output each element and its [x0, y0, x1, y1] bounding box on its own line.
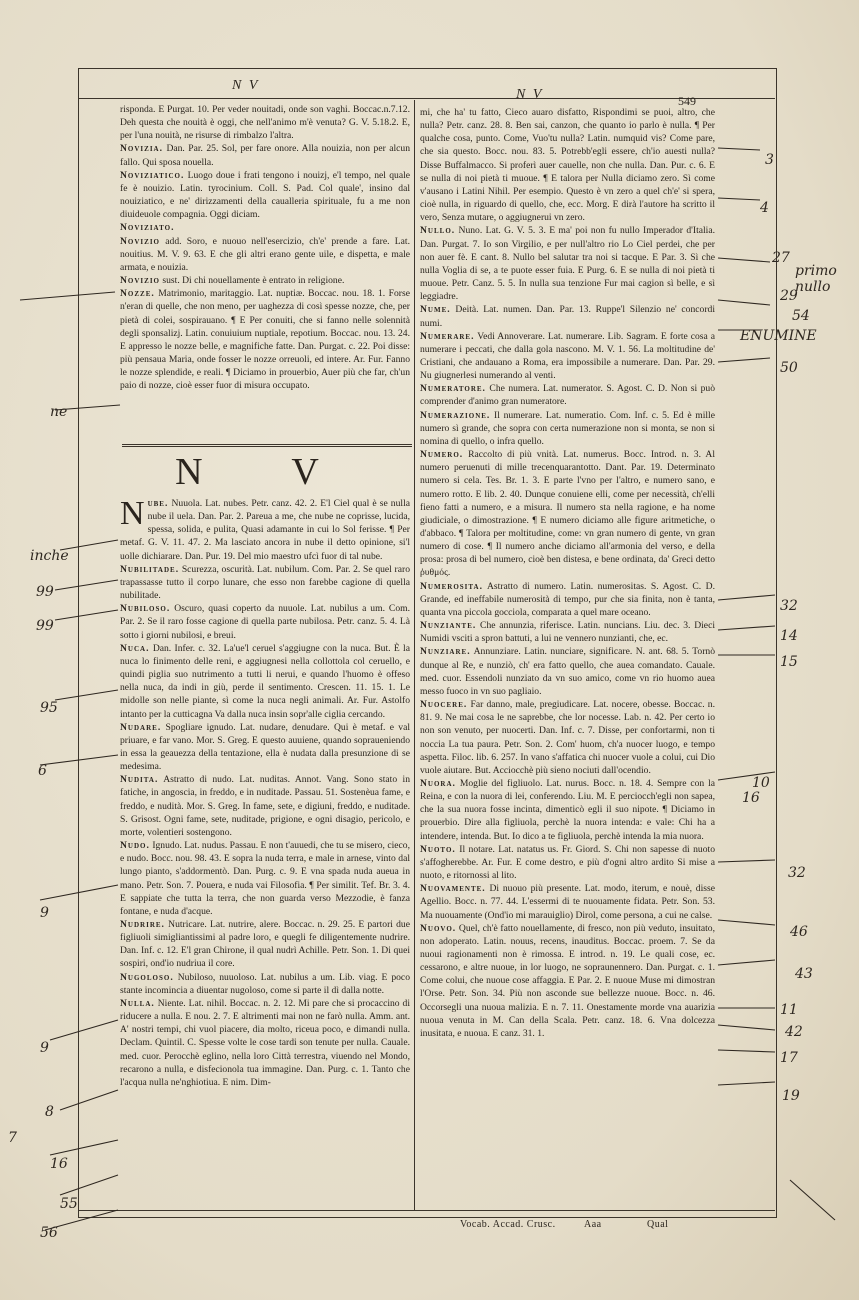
margin-note: 9 — [40, 905, 49, 921]
running-head-right: N V — [516, 87, 544, 102]
margin-note: 55 — [60, 1196, 78, 1212]
entry-headword: Noviziatico. — [120, 169, 185, 181]
margin-stroke — [718, 1050, 775, 1052]
entry-text: add. Soro, e nuouo nell'esercizio, ch'e' prende a fare. Lat. nouitius. M. V. 9. 63. E che gli altri erano gente uile, e dispetta, e male armata, e nouizia. — [120, 235, 410, 273]
margin-stroke — [40, 755, 118, 765]
entry-headword: Nunziare. — [420, 646, 471, 658]
entry-headword: Nuoto. — [420, 843, 456, 855]
entry-headword: Nuora. — [420, 777, 456, 789]
entry-headword: Nudrire. — [120, 919, 165, 930]
margin-note: 15 — [780, 654, 798, 670]
entry-headword: Nudita. — [120, 774, 159, 786]
margin-stroke — [718, 258, 770, 262]
entry-headword: Nugoloso. — [120, 971, 174, 983]
margin-note: 10 — [752, 775, 770, 791]
margin-note: 6 — [38, 763, 47, 779]
entry-text: Far danno, male, pregiudicare. Lat. nocere, obesse. Boccac. n. 81. 9. Ne mai cosa le ne saprebbe, che lor nocesse. Lab. n. 42. Per certo io non son venuto, per nuocerti. Dan. Inf. c. 7. Disse, per confortarmi, non ti noccia La tua paura. Petr. Son. 2. Com' huom, ch'a nuocer luogo, e tempo aspetta. Filoc. lib. 6. 257. In vano s'affatica chi nuocer vuole a colui, cui Dio vuole aiutare. But. Acciocchè più sieno nociuti dall'ocendio. — [420, 699, 715, 776]
entry-text: Che annunzia, riferisce. Latin. nuncians. Liu. dec. 3. Dieci Numidi vsciti a spron battuti, a lui ne vennero nunzianti, che, ec. — [420, 620, 715, 645]
entry-text: Spogliare ignudo. Lat. nudare, denudare. Qui è metaf. e val priuare, e far vano. Mor. S. Greg. E questo auuiene, quando sopraueniendo in essa la geauezza della tentazione, ella è nudata dalla presunzione di se medesima. — [120, 721, 410, 773]
margin-note: 16 — [50, 1156, 68, 1172]
margin-stroke — [718, 1025, 775, 1030]
margin-note: 19 — [782, 1088, 800, 1104]
margin-note: 4 — [760, 200, 769, 216]
margin-note: 43 — [795, 966, 813, 982]
entry-headword: Nuovamente. — [420, 883, 486, 895]
margin-stroke — [60, 540, 118, 550]
entry-headword: Numero. — [420, 449, 464, 461]
margin-stroke — [55, 690, 118, 700]
entry-text: Nutricare. Lat. nutrire, alere. Boccac. n. 29. 25. E partori due figliuoli simigliantissimi al padre loro, e quegli fe diligentemente nudrire. Dan. Inf. c. 12. E'l gran Chirone, il qual nudrì Achille. Petr. Son. 1. Di quei sospiri, ond'io nudriua il core. — [120, 919, 410, 970]
margin-note: 27 — [772, 250, 790, 266]
margin-stroke — [718, 772, 775, 780]
drop-cap: N — [120, 497, 145, 532]
margin-stroke — [718, 860, 775, 862]
margin-stroke — [50, 1140, 118, 1155]
entry-headword: Numerazione. — [420, 409, 491, 421]
margin-note: 50 — [780, 360, 798, 376]
margin-stroke — [718, 300, 770, 305]
margin-stroke — [718, 626, 775, 630]
entry-headword: Numeratore. — [420, 383, 486, 395]
margin-stroke — [718, 960, 775, 965]
margin-stroke — [718, 148, 760, 150]
entry-headword: Nume. — [420, 304, 451, 316]
entry-text: Scurezza, oscurità. Lat. nubilum. Com. Par. 2. Se quel raro trapassasse tutto il corpo lunare, che esso non farebbe cagione di quella nubilitade. — [120, 563, 410, 602]
margin-stroke — [55, 610, 118, 620]
entry-headword: Nudare. — [120, 721, 162, 733]
margin-note: 99 — [36, 618, 54, 634]
running-head-left: N V — [232, 78, 260, 93]
entry-text: Deità. Lat. numen. Dan. Par. 13. Ruppe'l Silenzio ne' concordi numi. — [420, 304, 715, 329]
margin-note: 56 — [40, 1225, 58, 1241]
entry-text: Annunziare. Latin. nunciare, significare. N. ant. 68. 5. Tornò dunque al Re, e nunziò, ch' era fatto quello, che aueа comandato. Cauale. med. cuor. Essendoli nunziato da vn suo amico, come vn rio huomo aueа messo fuoco in vn suo pagliaio. — [420, 646, 715, 697]
margin-note: ne — [50, 404, 68, 420]
entry-text: Il notare. Lat. natatus us. Fr. Giord. S. Chi non sapesse di nuoto s'affogherebbe. Ar. Fur. E come destro, e più d'ogni altro ardito Si mise a nuoto, e ritornossi al lito. — [420, 843, 715, 882]
margin-note: ENUMINE — [740, 328, 817, 344]
entry-text: Il numerare. Lat. numeratio. Com. Inf. c. 5. Ed è mille numero sì grande, che sopra con certa numerazione non si monta, se non si nomina di quello, o infra quello. — [420, 409, 715, 447]
entry-headword: Novizio — [120, 235, 160, 247]
entry-headword: Nunziante. — [420, 620, 477, 632]
entry-text: mi, che ha' tu fatto, Cieco auaro disfatto, Rispondimi se puoi, altro, che nulla? Petr. canz. 28. 8. Ben sai, canzon, che quanto io parlo è nulla. ¶ Per qualche cosa, punto. Come, Vuo'tu nulla? Latin. numquid vis? Come pare, che sia questo. Bocc. nou. 83. 5. Potrebb'egli essere, ch'io auesti nulla? Disse Buffalmacco. Si proferì auer cauelle, non che nulla. Dan. Pur. c. 6. E se nulla di noi pietà ti muoue. ¶ E talora per Nulla diciamo zero. Sì come v'ausano i Latini Nihil. Per esempio. Questo è vn zero a quel ch'e' si spera, cioè nulla, in riguardo di quello, che, ecc. Morg. E dirà l'autore ha scritto il vero, Senza mutare, o aggiugnerui vn zero. — [420, 107, 715, 224]
entry-text: sust. Di chi nouellamente è entrato in religione. — [162, 275, 345, 287]
margin-note: 9 — [40, 1040, 49, 1056]
entry-headword: Novizio — [120, 275, 160, 287]
entry-text: Vedi Annoverare. Lat. numerare. Lib. Sagram. E forte cosa a numerare i peccati, che dalla gola nascono. M. V. 1. 56. La moltitudine de' Cristiani, che andauano a Roma, era impossibile a numerare. Dan. Par. 29. Nu giugnerlesi numerando al venti. — [420, 330, 715, 382]
entry-text: Ignudo. Lat. nudus. Passau. E non t'auuedi, che tu se misero, cieco, e nudo. Bocc. nou. 98. 43. E sopra la nuda terra, e male in arnese, vinto dal lungo pianto, s'addormentò. Dan. Purg. c. 9. E vna spada nuda aueua in mano. Petr. Son. 7. Pouera, e nuda vai Filosofia. ¶ Per similit. Tef. Br. 3. 4. E sappiate che tutta la terra, che non guarda verso Mezzodie, è fanza fontane, e nuda d'acque. — [120, 840, 410, 917]
margin-note: 42 — [785, 1024, 803, 1040]
margin-stroke — [20, 292, 115, 300]
margin-note: 95 — [40, 700, 58, 716]
entry-headword: Numerare. — [420, 330, 475, 342]
margin-stroke — [718, 198, 760, 200]
entry-headword: Nuocere. — [420, 699, 468, 711]
margin-stroke — [718, 920, 775, 925]
entry-headword: Nullo. — [420, 225, 456, 237]
footer-catchword: Qual — [647, 1219, 669, 1230]
footer-signature-note: Vocab. Accad. Crusc. — [460, 1219, 556, 1230]
margin-note: 32 — [788, 865, 806, 881]
margin-note: 3 — [765, 152, 774, 168]
margin-note: 11 — [780, 1002, 798, 1018]
margin-stroke — [55, 405, 120, 410]
entry-headword: Nubiloso. — [120, 603, 171, 615]
entry-headword: Nozze. — [120, 288, 155, 300]
margin-note: 54 — [792, 308, 810, 324]
entry-text: Matrimonio, maritaggio. Lat. nuptiæ. Boccac. nou. 18. 1. Forse n'eran di quelle, che non meno, per uaghezza di così spesse nozze, che, per pietà di colei, sospirauano. ¶ E Per conuiti, che si fanno nelle solennità degli sponsalizj. Latin. conuiuium nuptiale, repotium. Boccac. nou. 13. 24. E appresso le nozze belle, e magnifiche fatte. Dan. Purgat. c. 22. Poi disse: più pensaua Maria, onde fosser le nozze orreuoli, ed intere. Ar. Fur. Fanno le nozze splendide, e reali. ¶ Diciamo in prouerbio, Auer più che far, ch'un paio di nozze, cioè esser fuor di misura occupato. — [120, 288, 410, 392]
margin-note: 46 — [790, 924, 808, 940]
entry-headword: Nudo. — [120, 840, 150, 852]
margin-stroke — [718, 358, 770, 362]
margin-stroke — [60, 1175, 118, 1195]
entry-text: Astratto di nudo. Lat. nuditas. Annot. Vang. Sono stato in fatiche, in angoscia, in freddo, e in nuditade. Passau. 51. Sostenèua fame, e freddo, e nudità. Mor. S. Greg. In fame, sete, e digiuni, freddo, e nuditade. S. Grisost. Ogni fame, sete, nuditade, prigione, e ogni disagio, pericolo, e morte, volentieri sostengono. — [120, 774, 410, 838]
entry-text: Oscuro, quasi coperto da nuuole. Lat. nubilus a um. Com. Par. 2. Se il raro fosse cagione di quella parte nubilosa. Petr. canz. 5. 4. Là sotto i giorni nubilosi, e breui. — [120, 603, 410, 641]
entry-headword: Numerosita. — [420, 580, 483, 592]
margin-stroke — [55, 580, 118, 590]
entry-text: risponda. E Purgat. 10. Per veder nouitadi, onde son vaghi. Boccac.n.7.12. Deh questa che nouità è oggi, che nell'animo m'è venuta? G. V. 5.18.2. E, per l'una nouità, ne risurse di rimbalzo l'altra. — [120, 104, 410, 142]
margin-note: 99 — [36, 584, 54, 600]
entry-headword: Nulla. — [120, 997, 155, 1009]
margin-note: 29 — [780, 288, 798, 304]
margin-stroke — [790, 1180, 835, 1220]
entry-headword: Nuovo. — [420, 922, 457, 934]
section-title: N V — [175, 451, 359, 493]
entry-headword: Nuca. — [120, 642, 150, 654]
entry-text: Moglie del figliuolo. Lat. nurus. Bocc. n. 18. 4. Sempre con la Reina, e con la nuora di lei, conferendo. Liu. M. E perciocch'egli non sapea, che la sua nuora fosse incinta, dimenticò egli il suo nipote. ¶ Diciamo in prouerbio. Dire alla figliuola, perchè la nuora intenda: e vale: Chi ha a intendere, intenda. But. Io dico a te figliuola, perchè intenda la mia nuora. — [420, 777, 715, 842]
entry-text: Dan. Infer. c. 32. La'ue'l ceruel s'aggiugne con la nuca. But. È la nuca lo finimento delle reni, e aggiugnesi nella collottola col ceruello, e quindi piglia suo nutrimento a tutti li nerui, e quando l'huomo è offeso nella nuca, da indi in giù, perde il sentimento. Crescen. 11. 15. 1. Le midolle son nelle piante, sì come la nuca negli animali. Ar. Fur. Astolfo intanto per la cutticagna Va dalla nuca insin sopr'alle ciglia cercando. — [120, 642, 410, 720]
page-number: 549 — [678, 94, 696, 108]
entry-text: Luogo doue i frati tengono i nouizj, e'l tempo, nel quale fe è nouizio. Latin. tyrocinium. Coll. S. Pad. Col quale', insino dal nouiziatico, e ne' dirizzamenti della caualleria spirituale, fu a me non diuideuole compagnia. Oggi diciam. — [120, 169, 410, 221]
entry-text: Nuno. Lat. G. V. 5. 3. E ma' poi non fu nullo Imperador d'Italia. Dan. Purgat. 7. Io son Virgilio, e per null'altro rio Lo Ciel perdei, che per non auer fè. E cant. 8. Nullo bel salutar tra noi si tacque. E Par. 3. Sì che nulla Voglia di se, a te puote esser fuia. E Purg. 6. E se nulla di noi pietà ti muoue. Petr. Canz. 5. 5. In nulla sua tenzione Fur mai cagion sì belle, e sì leggiadre. — [420, 225, 715, 303]
entry-text: Nubiloso, nuuoloso. Lat. nubilus a um. Lib. viag. E poco stante incomincia a diuentar nugoloso, come si parte il dì dalla notte. — [120, 971, 410, 996]
entry-headword: Novizia. — [120, 143, 163, 155]
margin-stroke — [718, 1082, 775, 1085]
margin-note: 16 — [742, 790, 760, 806]
margin-stroke — [50, 1020, 118, 1040]
margin-note: 8 — [45, 1104, 54, 1120]
margin-stroke — [718, 595, 775, 600]
entry-headword: ube. — [147, 498, 169, 509]
margin-note: 32 — [780, 598, 798, 614]
margin-note: 7 — [8, 1130, 17, 1146]
footer-signature-mark: Aaa — [584, 1219, 602, 1230]
entry-headword: Nubilitade. — [120, 563, 180, 575]
margin-stroke — [40, 885, 118, 900]
margin-note: 14 — [780, 628, 798, 644]
margin-note: inche — [30, 548, 69, 564]
entry-text: Di nuouo più presente. Lat. modo, iterum, e nouè, disse Agellio. Bocc. n. 77. 44. L'essermi di te nuouamente fidata. Petr. Son. 53. Ma nuouamente (Ond'io mi marauiglio) Dirol, come persona, a cui ne calse. — [420, 883, 715, 921]
margin-note: primo nullo — [795, 263, 837, 295]
entry-text: Raccolto di più vnità. Lat. numerus. Bocc. Introd. n. 3. Al numero peruenuti di mille trecenquarantotto. Dant. Par. 19. Determinato numero si cela. Tes. Br. 1. 3. E parte l'vno per l'altro, e numero sano, e numero rotto. E lib. 2. 40. Dunque conuiene elli, come per necessità, ch'elli fieno fatti a numero, e a misura. Il numero sta nella ragione, e ha nome giudiciale, o dimostrazione. ¶ E numero diciamo alle figure aritmetiche, o d'abbaco. ¶ Talora per moltitudine, come: vn gran numero di gente, vn gran numero di cose. ¶ Il numero anche diciamo all'armonia del verso, e della prosa: prosa di bel numero, cioè ben distesa, e bene ordinata, da' Greci detto ῥυθμός. — [420, 449, 715, 579]
margin-stroke — [45, 1210, 118, 1230]
entry-text: Dan. Par. 25. Sol, per fare onore. Alla nouizia, non per alcun fallo. Qui sposa nouella. — [120, 143, 410, 168]
entry-text: Niente. Lat. nihil. Boccac. n. 2. 12. Mi pare che si procaccino di riducere a nulla. E nou. 2. 7. E altrimenti mai non ne farò nulla. Amm. ant. A' nostri tempi, chi vuol piacere, dia molto, riceua poco, e dimandi nulla. Declam. Quintil. C. Spesse volte le cose tardi son tenute per nulla. Cauale. med. cuor. Perocchè eglino, nella loro Città terrestra, viuendo nel Mondo, recarono a nulla, e disfecionola tua immagine. Dan. Purg. c. 1. Tanto che l'acqua nulla ne'nghiotiua. E nim. Dim- — [120, 997, 410, 1088]
entry-text: Quel, ch'è fatto nouellamente, di fresco, non più veduto, insuitato, non adoperato. Latin. nouus, recens, inauditus. Boccac. proem. 7. Se da nuoui ragionamenti non è rimossa. E introd. n. 19. Le quali cose, ec. cessarono, e altre nuoue, in lor luogo, ne sopraunennero. Dan. Purgat. c. 1. Come colui, che nuoue cose affaggia. E Par. 2. E nuoue Muse mi dimostran l'Orse. Petr. Son. 34. Più non asconde sue bellezze nuoue. Bocc. n. 46. Occorsegli una nuoua malizia. E n. 7. 11. Onestamente morde vna auarizia nuoua venuta in M. Can della Scala. Petr. canz. 18. 6. Vna dolcezza inusitata, e nuoua. E canz. 31. 1. — [420, 922, 715, 1039]
margin-stroke — [60, 1090, 118, 1110]
margin-note: 17 — [780, 1050, 798, 1066]
entry-text: Che numera. Lat. numerator. S. Agost. C. D. Non si può comprender d'animo gran numeratore. — [420, 383, 715, 408]
entry-text: Nuuola. Lat. nubes. Petr. canz. 42. 2. E'l Ciel qual è se nulla nube il uela. Dan. Par. 2. Pareua a me, che nube ne coprisse, lucida, spessa, solida, e pulita, Quasi adamante in cui lo Sol ferisse. ¶ Per metaf. G. V. 11. 47. 2. Ma lasciato ancora in nube il detto opinione, si'l uolle dichiarare. Dan. Pur. 19. Del mio maestro ufcì fuor di tal nube. — [120, 498, 410, 562]
entry-text: Astratto di numero. Latin. numerositas. S. Agost. C. D. Grande, ed ineffabile numerosità di tempo, pur che sia finita, non è tanta, quanta vna piccola gocciola, comparata a quel mare oceano. — [420, 580, 715, 618]
entry-headword: Noviziato. — [120, 222, 175, 234]
